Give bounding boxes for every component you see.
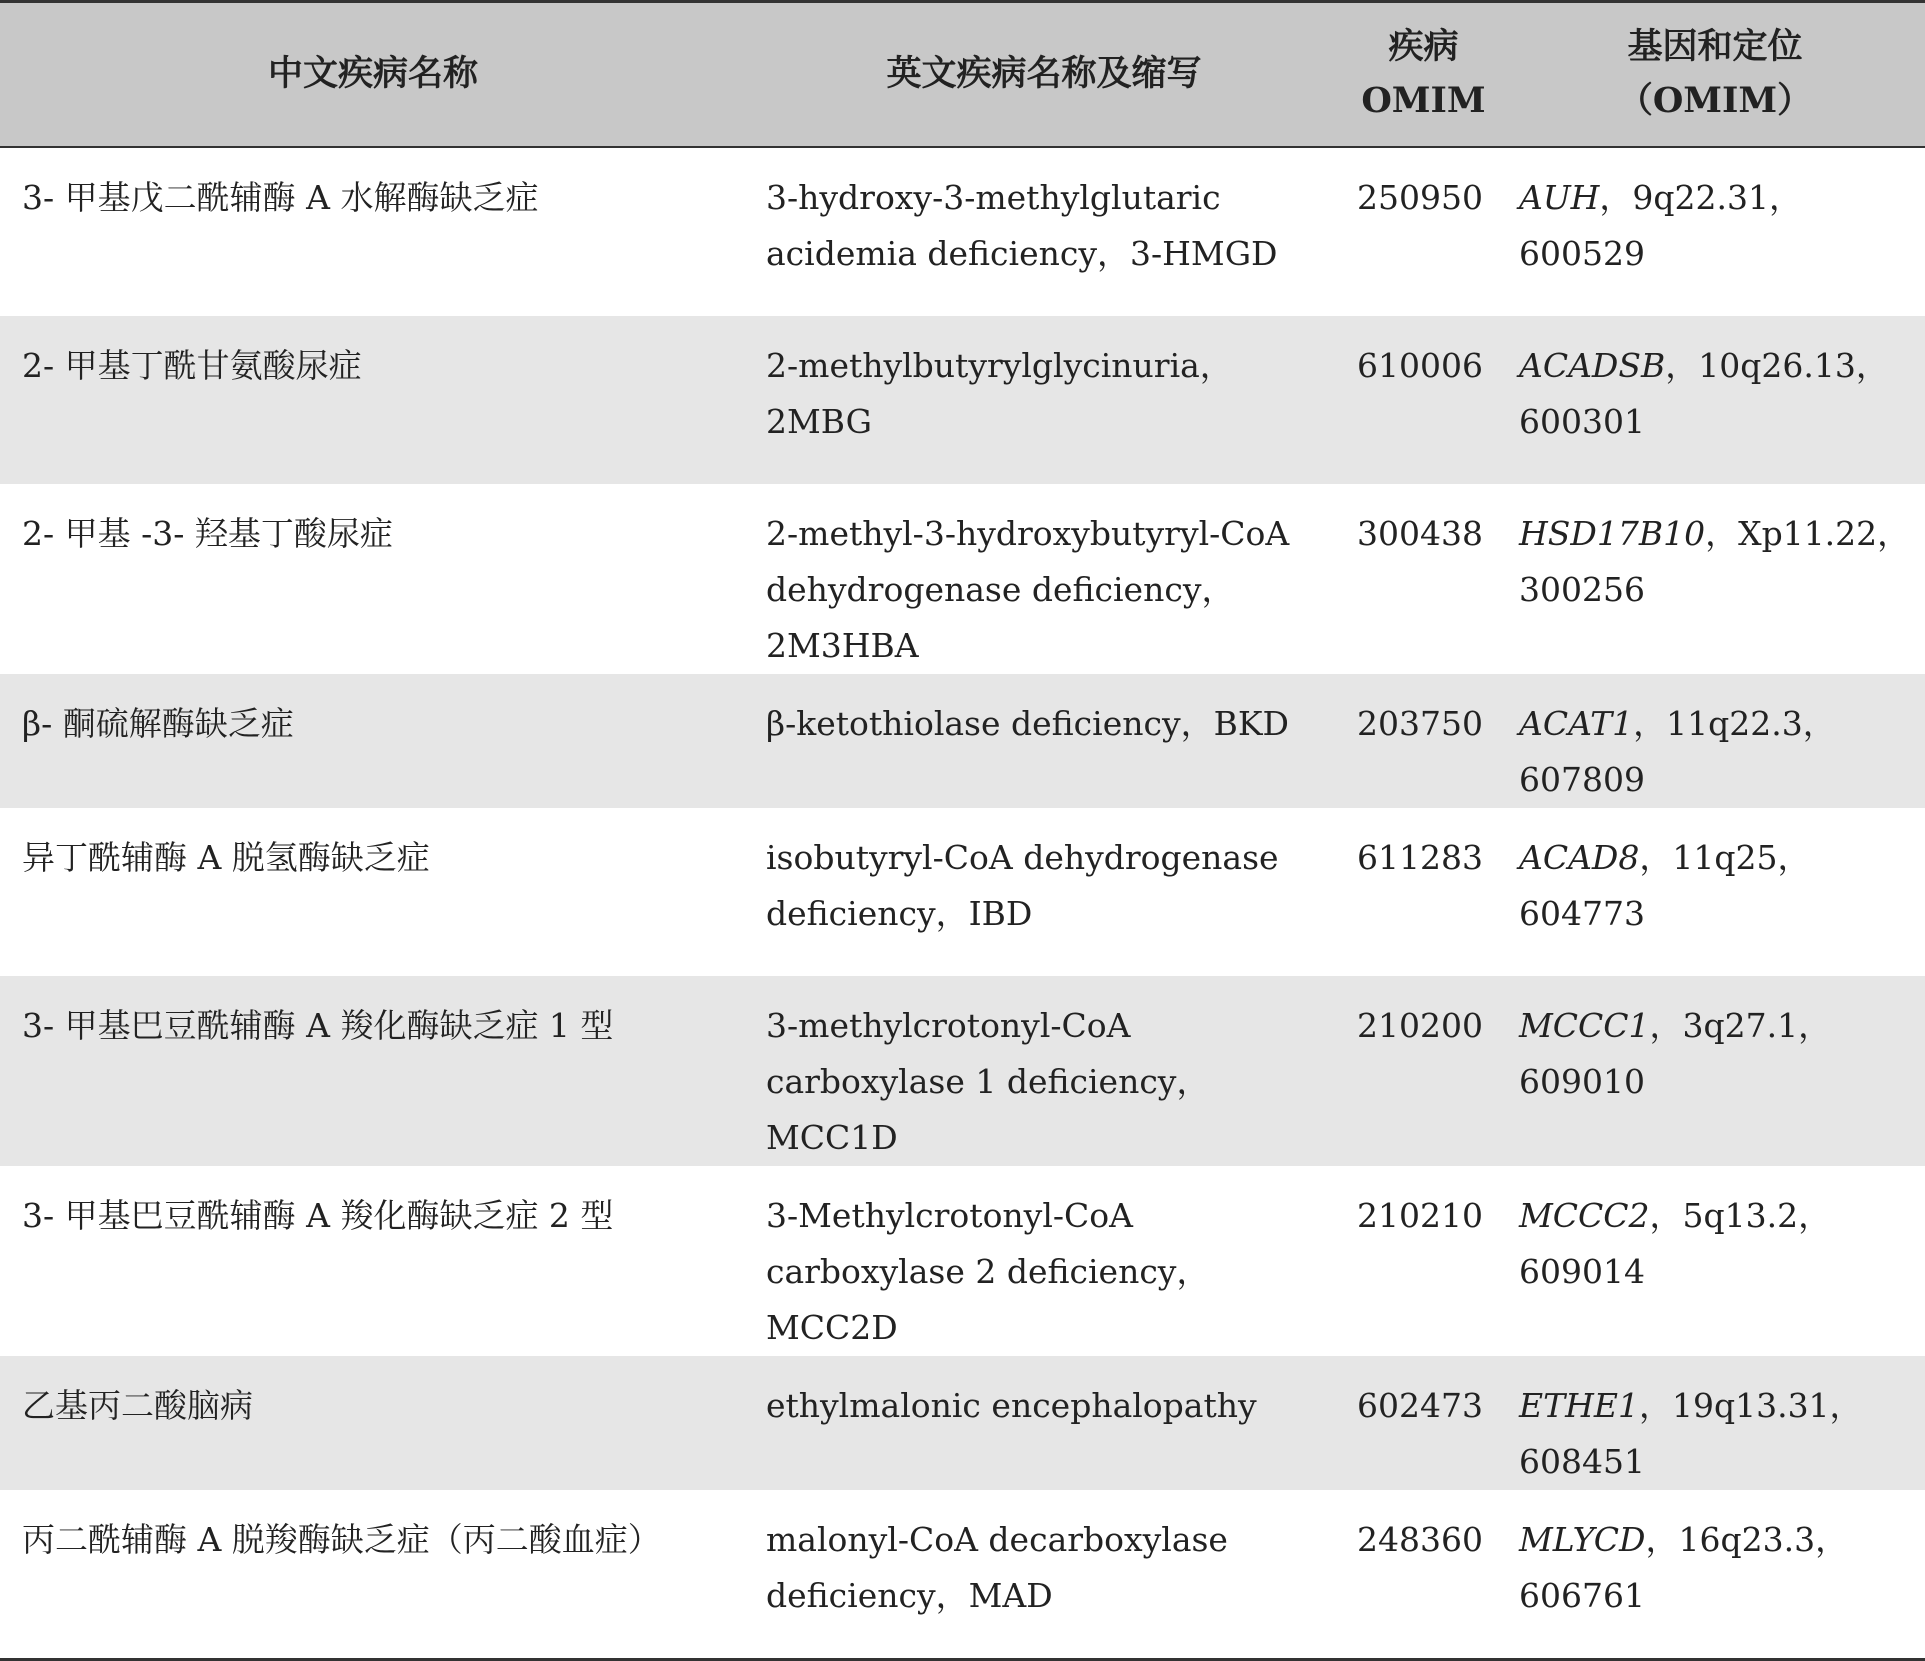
gene-location: ，9q22.31，600529 <box>1519 177 1803 273</box>
table-row <box>0 976 1925 1166</box>
header-chinese-name-label: 中文疾病名称 <box>267 53 478 95</box>
cell-gene-location <box>1505 1166 1925 1356</box>
header-gene-location-line1: 基因和定位 <box>1627 26 1803 68</box>
cell-omim: 611283 <box>1357 837 1483 877</box>
gene-symbol: ACADSB <box>1519 345 1666 385</box>
gene-symbol: MLYCD <box>1519 1519 1646 1559</box>
gene-symbol: MCCC2 <box>1519 1195 1650 1235</box>
cell-chinese-name: 3- 甲基戊二酰辅酶 A 水解酶缺乏症 <box>22 177 539 217</box>
cell-gene-location <box>1505 484 1925 674</box>
cell-omim: 610006 <box>1357 345 1483 385</box>
header-gene-location-line2: （OMIM） <box>1617 80 1813 122</box>
header-disease-omim <box>1342 2 1505 147</box>
gene-location: ，10q26.13，600301 <box>1519 345 1889 441</box>
cell-omim: 203750 <box>1357 703 1483 743</box>
table-row <box>0 484 1925 674</box>
cell-omim: 248360 <box>1342 1490 1505 1660</box>
gene-location: ，Xp11.22，300256 <box>1519 513 1911 609</box>
cell-gene-location <box>1505 316 1925 484</box>
cell-chinese-name: 异丁酰辅酶 A 脱氢酶缺乏症 <box>22 837 430 877</box>
table-row <box>0 1490 1925 1660</box>
gene-symbol: ACAT1 <box>1519 703 1634 743</box>
header-english-name-label: 英文疾病名称及缩写 <box>886 53 1202 95</box>
cell-english-name: malonyl-CoA decarboxylase deficiency，MAD <box>746 1490 1342 1660</box>
cell-english-name: isobutyryl-CoA dehydrogenase deficiency，IBD <box>766 837 1279 933</box>
gene-symbol: MCCC1 <box>1519 1005 1650 1045</box>
cell-english-name: β-ketothiolase deficiency，BKD <box>766 703 1289 743</box>
cell-gene-location <box>1505 808 1925 976</box>
cell-english-name: 2-methylbutyrylglycinuria，2MBG <box>766 345 1233 441</box>
gene-symbol: ACAD8 <box>1519 837 1640 877</box>
cell-omim: 210210 <box>1357 1195 1483 1235</box>
header-chinese-name <box>0 2 746 147</box>
cell-chinese-name: 3- 甲基巴豆酰辅酶 A 羧化酶缺乏症 2 型 <box>22 1195 614 1235</box>
header-row <box>0 2 1925 147</box>
header-gene-location <box>1505 2 1925 147</box>
cell-chinese-name: 2- 甲基丁酰甘氨酸尿症 <box>22 345 362 385</box>
cell-gene-location <box>1505 674 1925 808</box>
gene-location: ，19q13.31，608451 <box>1519 1385 1863 1481</box>
table-body <box>0 147 1925 1660</box>
table-row <box>0 316 1925 484</box>
cell-gene-location <box>1505 147 1925 316</box>
cell-english-name: 2-methyl-3-hydroxybutyryl-CoA dehydrogenase deficiency，2M3HBA <box>766 513 1290 665</box>
table-header <box>0 2 1925 147</box>
gene-symbol: AUH <box>1519 177 1600 217</box>
cell-chinese-name: 丙二酰辅酶 A 脱羧酶缺乏症（丙二酸血症） <box>0 1490 746 1660</box>
cell-gene-location <box>1505 1356 1925 1490</box>
header-english-name <box>746 2 1342 147</box>
cell-gene-location <box>1505 1490 1925 1660</box>
table-row <box>0 1166 1925 1356</box>
header-disease-omim-line2: OMIM <box>1361 80 1486 122</box>
gene-location: ，11q22.3，607809 <box>1519 703 1836 799</box>
table-row <box>0 1356 1925 1490</box>
cell-english-name: 3-Methylcrotonyl-CoA carboxylase 2 deficiency，MCC2D <box>766 1195 1210 1347</box>
header-disease-omim-line1: 疾病 <box>1388 26 1459 68</box>
table-row <box>0 808 1925 976</box>
cell-omim: 250950 <box>1357 177 1483 217</box>
gene-location: ，16q23.3，606761 <box>1519 1519 1849 1615</box>
cell-chinese-name: 2- 甲基 -3- 羟基丁酸尿症 <box>22 513 393 553</box>
gene-location: ，3q27.1，609010 <box>1519 1005 1832 1101</box>
cell-chinese-name: β- 酮硫解酶缺乏症 <box>22 703 294 743</box>
cell-omim: 300438 <box>1357 513 1483 553</box>
table-row <box>0 674 1925 808</box>
cell-gene-location <box>1505 976 1925 1166</box>
gene-location: ，11q25，604773 <box>1519 837 1811 933</box>
gene-location: ，5q13.2，609014 <box>1519 1195 1832 1291</box>
gene-symbol: HSD17B10 <box>1519 513 1706 553</box>
cell-english-name: 3-hydroxy-3-methylglutaric acidemia deficiency，3-HMGD <box>766 177 1278 273</box>
cell-english-name: ethylmalonic encephalopathy <box>766 1385 1257 1425</box>
cell-omim: 210200 <box>1357 1005 1483 1045</box>
gene-symbol: ETHE1 <box>1519 1385 1639 1425</box>
table-row <box>0 147 1925 316</box>
cell-chinese-name: 乙基丙二酸脑病 <box>22 1385 253 1425</box>
cell-english-name: 3-methylcrotonyl-CoA carboxylase 1 deficiency，MCC1D <box>766 1005 1210 1157</box>
cell-chinese-name: 3- 甲基巴豆酰辅酶 A 羧化酶缺乏症 1 型 <box>22 1005 614 1045</box>
cell-omim: 602473 <box>1357 1385 1483 1425</box>
